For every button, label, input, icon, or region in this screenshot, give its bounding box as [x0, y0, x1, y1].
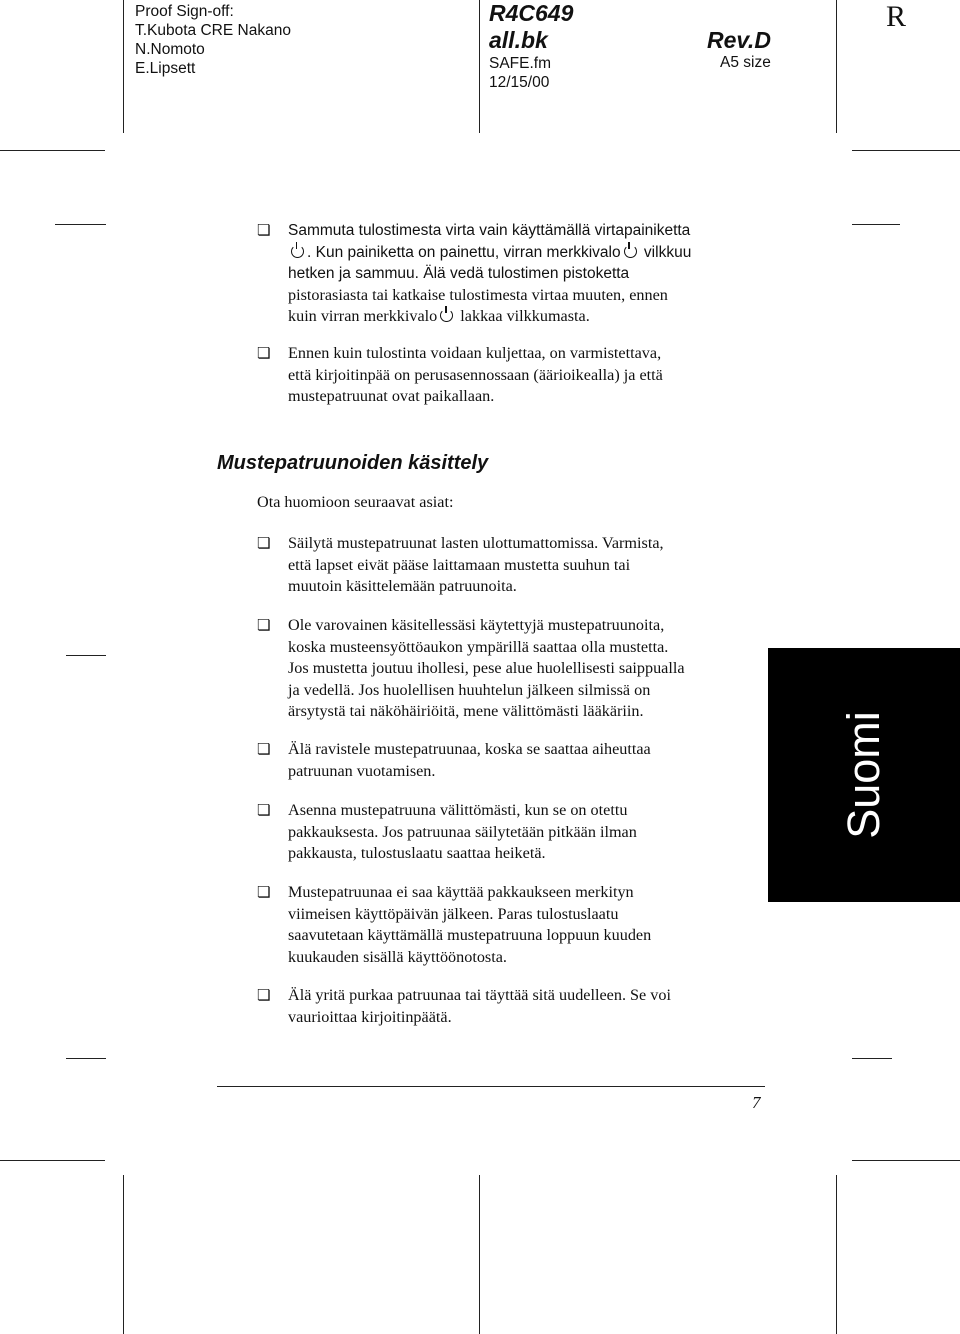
trim-mark	[852, 224, 900, 225]
power-icon	[624, 245, 637, 258]
corner-mark: R	[886, 0, 907, 33]
text-line: vaurioittaa kirjoitinpäätä.	[288, 1007, 452, 1026]
text-line: että kirjoitinpää on perusasennossaan (äärioikealla) ja että	[288, 365, 663, 384]
list-item	[288, 985, 768, 1028]
proof-line: Proof Sign-off:	[135, 3, 234, 20]
page-size: A5 size	[720, 54, 771, 71]
text-line: ärsytystä tai näköhäiriöitä, mene välittömästi lääkäriin.	[288, 702, 644, 720]
section-intro: Ota huomioon seuraavat asiat:	[257, 493, 454, 511]
doc-code: R4C649	[489, 0, 574, 26]
text-line	[288, 242, 768, 264]
power-icon	[291, 245, 304, 258]
bullet-icon: ❏	[257, 221, 271, 239]
text-line: saavutetaan käyttämällä mustepatruuna loppuun kuuden	[288, 926, 652, 944]
proof-signoff-block	[135, 2, 291, 78]
file-name: SAFE.fm	[489, 55, 552, 72]
trim-mark	[55, 224, 106, 225]
bullet-icon: ❏	[257, 883, 271, 901]
text-fragment: vilkkuu	[639, 243, 692, 261]
bullet-icon: ❏	[257, 344, 271, 362]
text-line: kuukauden sisällä käyttöönotosta.	[288, 947, 507, 966]
text-line: pakkauksesta. Jos patruunaa säilytetään pitkään ilman	[288, 822, 637, 841]
doc-info-block	[489, 0, 573, 92]
crop-mark	[0, 150, 105, 151]
bullet-icon: ❏	[257, 801, 271, 819]
text-line: hetken ja sammuu. Älä vedä tulostimen pistoketta	[288, 265, 630, 282]
trim-mark	[66, 1058, 106, 1059]
bullet-icon: ❏	[257, 534, 271, 552]
proof-line: T.Kubota CRE Nakano	[135, 22, 291, 39]
section-heading: Mustepatruunoiden käsittely	[217, 452, 489, 474]
text-line: Asenna mustepatruuna välittömästi, kun se on otettu	[288, 801, 628, 819]
text-line: Säilytä mustepatruunat lasten ulottumattomissa. Varmista,	[288, 534, 664, 552]
text-line: Ennen kuin tulostinta voidaan kuljettaa, on varmistettava,	[288, 344, 662, 362]
proof-line: E.Lipsett	[135, 60, 196, 77]
text-line: muutoin käsittelemään patruunoita.	[288, 577, 517, 595]
crop-mark	[123, 1175, 124, 1334]
doc-date: 12/15/00	[489, 74, 550, 91]
footer-rule	[217, 1086, 765, 1087]
bullet-icon: ❏	[257, 740, 271, 758]
crop-mark	[852, 150, 960, 151]
text-line: mustepatruunat ovat paikallaan.	[288, 387, 495, 405]
text-line: patruunan vuotamisen.	[288, 761, 436, 780]
text-line: pistorasiasta tai katkaise tulostimesta virtaa muuten, ennen	[288, 285, 668, 304]
list-item	[288, 739, 768, 782]
text-line: että lapset eivät pääse laittamaan mustetta suuhun tai	[288, 555, 631, 574]
crop-mark	[852, 1160, 960, 1161]
proof-line: N.Nomoto	[135, 41, 205, 58]
text-line: pakkausta, tulostuslaatu saattaa heiketä.	[288, 844, 546, 862]
language-tab	[768, 648, 960, 902]
text-fragment: . Kun painiketta on painettu, virran merkkivalo	[307, 243, 621, 261]
crop-mark	[479, 0, 480, 133]
language-tab-label: Suomi	[838, 711, 889, 839]
list-item	[288, 533, 768, 598]
list-item	[288, 800, 768, 865]
text-line: Ole varovainen käsitellessäsi käytettyjä mustepatruunoita,	[288, 616, 665, 634]
crop-mark	[836, 0, 837, 133]
text-line: viimeisen käyttöpäivän jälkeen. Paras tulostuslaatu	[288, 904, 619, 923]
text-fragment: lakkaa vilkkumasta.	[456, 307, 590, 325]
text-line	[288, 306, 768, 328]
bullet-icon: ❏	[257, 616, 271, 634]
text-line: Älä yritä purkaa patruunaa tai täyttää sitä uudelleen. Se voi	[288, 986, 671, 1004]
text-line: Älä ravistele mustepatruunaa, koska se saattaa aiheuttaa	[288, 740, 651, 758]
list-item	[288, 220, 768, 328]
crop-mark	[836, 1175, 837, 1334]
crop-mark	[0, 1160, 105, 1161]
text-fragment: kuin virran merkkivalo	[288, 307, 438, 325]
revision: Rev.D	[707, 27, 771, 53]
page-number: 7	[752, 1093, 761, 1112]
text-line: Jos mustetta joutuu ihollesi, pese alue huolellisesti saippualla	[288, 659, 685, 677]
trim-mark	[852, 1058, 892, 1059]
text-line: Mustepatruunaa ei saa käyttää pakkaukseen merkityn	[288, 883, 634, 901]
crop-mark	[123, 0, 124, 133]
book-name: all.bk	[489, 27, 548, 53]
bullet-icon: ❏	[257, 986, 271, 1004]
power-icon	[440, 309, 453, 322]
list-item	[288, 343, 768, 408]
list-item	[288, 882, 768, 968]
text-line: ja vedellä. Jos huolellisen huuhtelun jälkeen silmissä on	[288, 680, 651, 699]
text-line: Sammuta tulostimesta virta vain käyttämällä virtapainiketta	[288, 222, 691, 239]
list-item	[288, 615, 768, 723]
trim-mark	[66, 655, 106, 656]
text-line: koska musteensyöttöaukon ympärillä saattaa olla mustetta.	[288, 637, 669, 656]
crop-mark	[479, 1175, 480, 1334]
